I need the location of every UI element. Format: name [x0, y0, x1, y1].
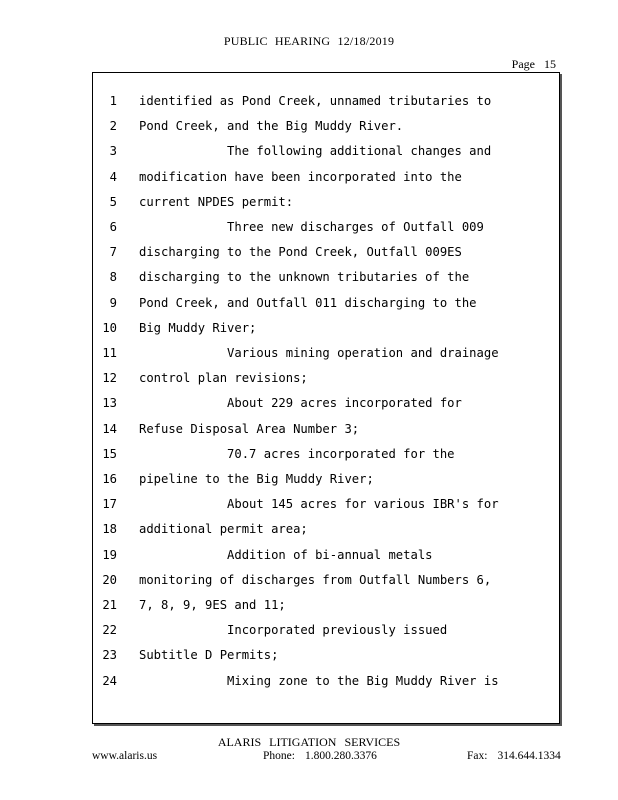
line-text: Pond Creek, and the Big Muddy River. — [139, 119, 404, 134]
line-text: Incorporated previously issued — [139, 623, 448, 638]
line-text: Subtitle D Permits; — [139, 648, 279, 663]
line-text: About 145 acres for various IBR's for — [139, 497, 499, 512]
line-number: 23 — [102, 648, 117, 663]
line-text: control plan revisions; — [139, 371, 308, 386]
line-text: Refuse Disposal Area Number 3; — [139, 421, 360, 436]
line-text: Big Muddy River; — [139, 320, 257, 335]
line-text: 70.7 acres incorporated for the — [139, 446, 455, 461]
phone-label: Phone: — [263, 750, 295, 762]
transcript-frame — [92, 72, 560, 724]
line-number: 1 — [109, 94, 117, 108]
page-header-title: PUBLIC HEARING 12/18/2019 — [223, 34, 395, 48]
line-text: discharging to the Pond Creek, Outfall 009ES — [139, 245, 462, 260]
line-text: Addition of bi-annual metals — [139, 547, 433, 562]
fax-number: 314.644.1334 — [497, 750, 561, 762]
phone-number: 1.800.280.3376 — [304, 750, 377, 762]
line-text: The following additional changes and — [139, 144, 492, 159]
line-text: identified as Pond Creek, unnamed tributaries to — [139, 94, 492, 108]
line-number: 9 — [109, 295, 117, 310]
line-number: 7 — [109, 245, 117, 260]
line-number: 14 — [102, 421, 117, 436]
line-number: 11 — [102, 346, 117, 360]
line-text: discharging to the unknown tributaries of the — [139, 270, 470, 285]
page-label: Page — [511, 57, 535, 71]
line-number: 10 — [102, 320, 117, 335]
line-number: 22 — [102, 623, 117, 638]
line-number: 24 — [102, 673, 117, 688]
line-number: 17 — [102, 497, 117, 512]
line-number: 16 — [102, 472, 117, 486]
line-number: 8 — [109, 270, 117, 285]
line-number: 4 — [109, 169, 117, 184]
line-text: additional permit area; — [139, 522, 308, 537]
fax-label: Fax: — [467, 750, 488, 762]
footer-website: www.alaris.us — [92, 750, 158, 762]
line-text: 7, 8, 9, 9ES and 11; — [139, 598, 286, 612]
page-number — [512, 57, 556, 72]
line-text: monitoring of discharges from Outfall Numbers 6, — [139, 572, 492, 587]
footer-company: ALARIS LITIGATION SERVICES — [217, 735, 401, 749]
line-text: current NPDES permit: — [139, 194, 294, 209]
line-text: Various mining operation and drainage — [139, 346, 499, 360]
line-text: About 229 acres incorporated for — [139, 396, 462, 411]
page-number-value: 15 — [544, 57, 556, 71]
line-number: 3 — [109, 144, 117, 159]
line-number: 12 — [102, 371, 117, 386]
line-number: 13 — [102, 396, 117, 411]
line-text: modification have been incorporated into the — [139, 169, 462, 184]
line-number: 2 — [109, 119, 117, 134]
line-number: 19 — [102, 547, 117, 562]
line-number: 5 — [109, 194, 117, 209]
line-number: 15 — [102, 446, 117, 461]
line-text: Pond Creek, and Outfall 011 discharging to the — [139, 295, 477, 310]
line-text: Three new discharges of Outfall 009 — [139, 220, 484, 234]
line-number: 18 — [102, 522, 117, 537]
line-text: Mixing zone to the Big Muddy River is — [139, 673, 499, 688]
footer-phone — [263, 750, 377, 762]
line-number: 20 — [102, 572, 117, 587]
line-text: pipeline to the Big Muddy River; — [139, 472, 374, 486]
footer-fax — [467, 750, 561, 762]
line-number: 21 — [102, 598, 117, 612]
line-number: 6 — [109, 220, 117, 234]
